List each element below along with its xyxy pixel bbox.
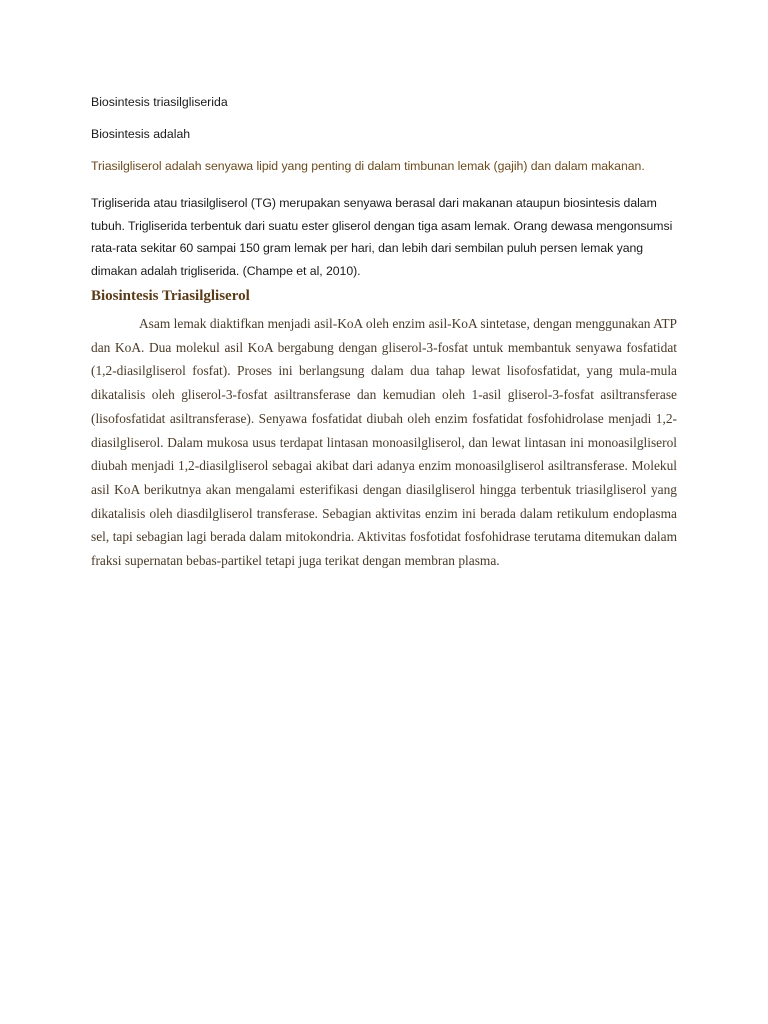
intro-paragraph: Triasilgliserol adalah senyawa lipid yang penting di dalam timbunan lemak (gajih) dan dalam makanan. bbox=[91, 159, 645, 173]
document-title: Biosintesis triasilgliserida bbox=[91, 95, 228, 109]
body-paragraph: Asam lemak diaktifkan menjadi asil-KoA oleh enzim asil-KoA sintetase, dengan menggunakan ATP dan KoA. Dua molekul asil KoA bergabung dengan gliserol-3-fosfat untuk membantuk senyawa fosfatidat (1,2-diasilgliserol fosfat). Proses ini berlangsung dalam dua tahap lewat lisofosfatidat, yang mula-mula dikatalisis oleh gliserol-3-fosfat asiltransferase dan kemudian oleh 1-asil gliserol-3-fosfat asiltransferase (lisofosfatidat asiltransferase). Senyawa fosfatidat diubah oleh enzim fosfatidat fosfohidrolase menjadi 1,2-diasilgliserol. Dalam mukosa usus terdapat lintasan monoasilgliserol, dan lewat lintasan ini monoasilgliserol diubah menjadi 1,2-diasilgliserol sebagai akibat dari adanya enzim monoasilgliserol asiltransferase. Molekul asil KoA berikutnya akan mengalami esterifikasi dengan diasilgliserol hingga terbentuk triasilgliserol yang dikatalisis oleh diasdilgliserol transferase. Sebagian aktivitas enzim ini berada dalam retikulum endoplasma sel, tapi sebagian lagi berada dalam mitokondria. Aktivitas fosfotidat fosfohidrase terutama ditemukan dalam fraksi supernatan bebas-partikel tetapi juga terikat dengan membran plasma. bbox=[91, 316, 677, 569]
document-subtitle: Biosintesis adalah bbox=[91, 127, 191, 141]
section-heading: Biosintesis Triasilgliserol bbox=[91, 288, 250, 304]
trigliserida-paragraph: Trigliserida atau triasilgliserol (TG) merupakan senyawa berasal dari makanan ataupun biosintesis dalam tubuh. Trigliserida terbentuk dari suatu ester gliserol dengan tiga asam lemak. Orang dewasa mengonsumsi rata-rata sekitar 60 sampai 150 gram lemak per hari, dan lebih dari sembilan puluh persen lemak yang dimakan adalah trigliserida. (Champe et al, 2010). bbox=[91, 196, 673, 278]
